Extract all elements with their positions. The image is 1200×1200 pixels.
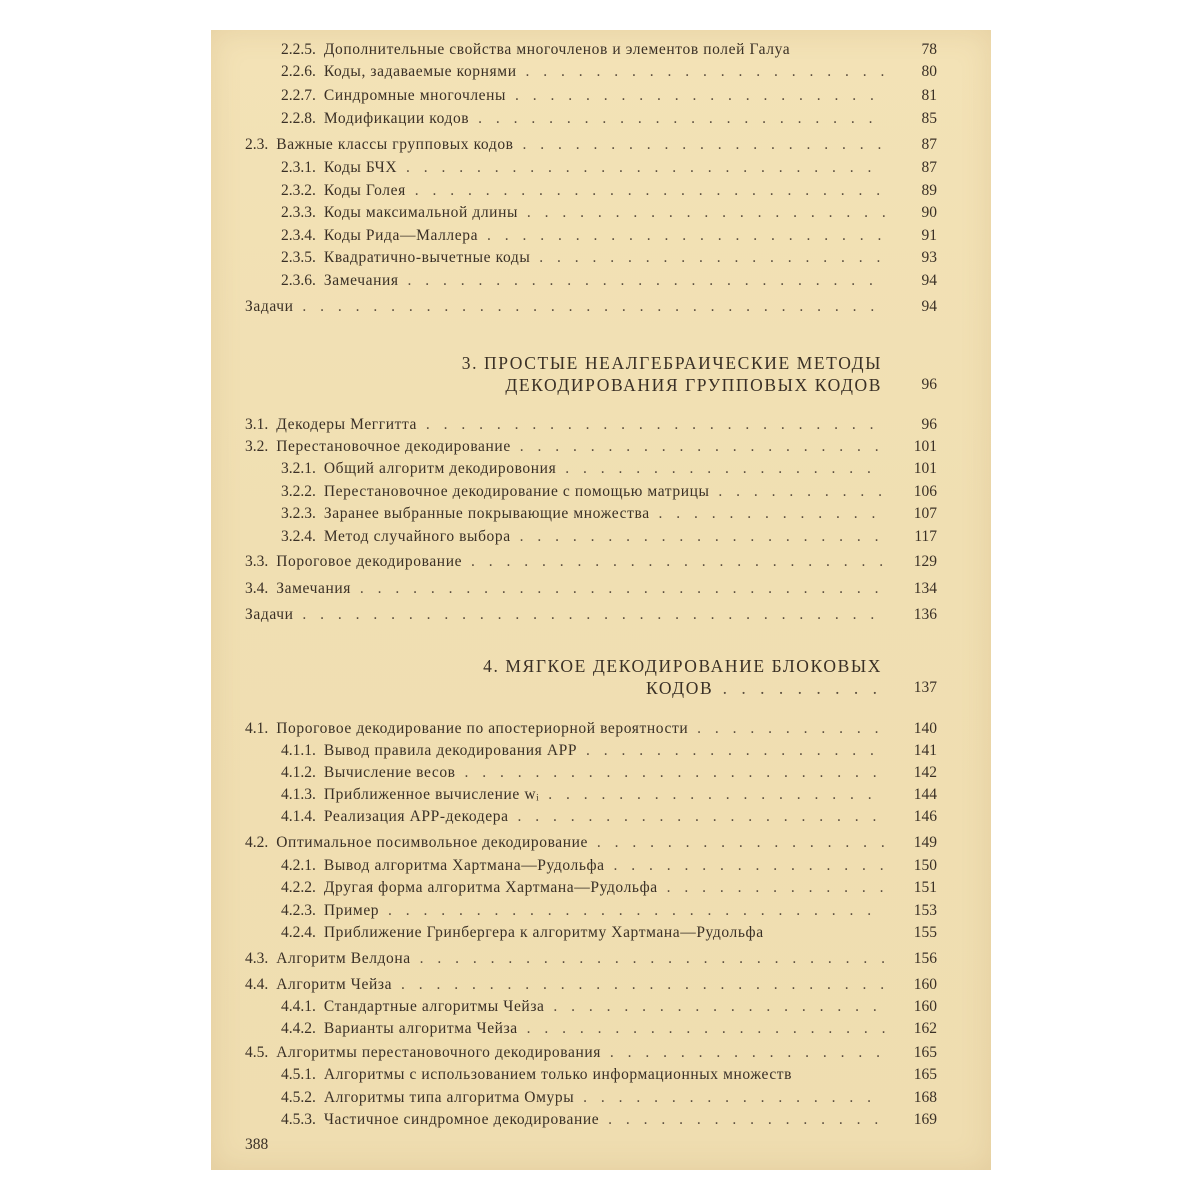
entry-title: Приближенное вычисление wᵢ <box>323 786 540 803</box>
entry-number: 4.1.3. <box>281 786 316 803</box>
entry-number: 2.3.1. <box>281 159 316 176</box>
entry-title: Замечания <box>323 272 399 289</box>
entry-number: 3.1. <box>245 416 269 433</box>
toc-entry <box>245 740 937 762</box>
toc-entry <box>245 39 937 61</box>
toc-entry <box>245 948 937 970</box>
toc-entry <box>245 108 937 130</box>
toc-entry <box>245 832 937 854</box>
entry-page: 91 <box>921 227 937 244</box>
toc-entry <box>245 784 937 806</box>
entry-page: 89 <box>921 182 937 199</box>
toc-entry <box>245 1018 937 1040</box>
entry-title: Задачи <box>245 298 294 315</box>
entry-number: 3.3. <box>245 553 269 570</box>
entry-number: 4.2.2. <box>281 879 316 896</box>
entry-title: Оптимальное посимвольное декодирование <box>276 834 589 851</box>
entry-page: 93 <box>921 249 937 266</box>
entry-number: 2.3.3. <box>281 204 316 221</box>
entry-page: 151 <box>913 879 937 896</box>
toc-entry <box>245 202 937 224</box>
entry-title: Алгоритм Чейза <box>276 976 393 993</box>
toc-entry <box>245 157 937 179</box>
entry-page: 165 <box>913 1044 937 1061</box>
entry-page: 81 <box>921 87 937 104</box>
entry-page: 169 <box>913 1111 937 1128</box>
entry-title: Метод случайного выбора <box>323 528 511 545</box>
entry-page: 101 <box>913 460 937 477</box>
entry-number: 3.2.3. <box>281 505 316 522</box>
toc-entry <box>245 180 937 202</box>
entry-number: 2.3.6. <box>281 272 316 289</box>
entry-page: 160 <box>913 998 937 1015</box>
entry-number: 4.5.3. <box>281 1111 316 1128</box>
entry-page: 168 <box>913 1089 937 1106</box>
entry-page: 87 <box>921 136 937 153</box>
entry-title: Модификации кодов <box>323 110 470 127</box>
entry-page: 94 <box>921 272 937 289</box>
entry-page: 117 <box>914 528 937 545</box>
entry-title: Алгоритмы с использованием только информационных множеств <box>323 1066 793 1083</box>
entry-page: 94 <box>921 298 937 315</box>
entry-title: Вывод алгоритма Хартмана—Рудольфа <box>323 857 605 874</box>
entry-page: 136 <box>913 606 937 623</box>
entry-title: Пример <box>323 902 380 919</box>
entry-title: Приближение Гринбергера к алгоритму Хартмана—Рудольфа <box>323 924 764 941</box>
entry-title: Стандартные алгоритмы Чейза <box>323 998 545 1015</box>
entry-number: 4.1.2. <box>281 764 316 781</box>
entry-number: 4.5.2. <box>281 1089 316 1106</box>
toc-entry <box>245 855 937 877</box>
entry-page: 78 <box>921 41 937 58</box>
toc-entry <box>245 526 937 548</box>
page-number: 388 <box>245 1136 269 1153</box>
entry-number: 4.2.4. <box>281 924 316 941</box>
entry-page: 160 <box>913 976 937 993</box>
chapter-3-heading-line-2: ДЕКОДИРОВАНИЯ ГРУППОВЫХ КОДОВ 96 <box>505 375 937 395</box>
toc-entry <box>245 296 937 318</box>
entry-page: 134 <box>913 580 937 597</box>
entry-title: Синдромные многочлены <box>323 87 507 104</box>
entry-number: 2.3. <box>245 136 269 153</box>
entry-page: 149 <box>913 834 937 851</box>
toc-entry <box>245 225 937 247</box>
toc-entry <box>245 1064 937 1086</box>
entry-number: 4.4.2. <box>281 1020 316 1037</box>
entry-title: Коды Рида—Маллера <box>323 227 479 244</box>
toc-entry <box>245 877 937 899</box>
entry-page: 80 <box>921 63 937 80</box>
chapter-4-heading-line-1: 4. МЯГКОЕ ДЕКОДИРОВАНИЕ БЛОКОВЫХ <box>483 656 882 676</box>
entry-title: Важные классы групповых кодов <box>276 136 514 153</box>
entry-number: 4.5. <box>245 1044 269 1061</box>
entry-page: 142 <box>913 764 937 781</box>
entry-title: Коды Голея <box>323 182 406 199</box>
entry-number: 4.1.4. <box>281 808 316 825</box>
entry-page: 140 <box>913 720 937 737</box>
entry-title: Другая форма алгоритма Хартмана—Рудольфа <box>323 879 658 896</box>
toc-entry <box>245 61 937 83</box>
toc-entry <box>245 458 937 480</box>
toc-entry <box>245 134 937 156</box>
entry-title: Алгоритмы типа алгоритма Омуры <box>323 1089 575 1106</box>
entry-page: 141 <box>913 742 937 759</box>
toc-entry <box>245 974 937 996</box>
entry-title: Пороговое декодирование <box>276 553 463 570</box>
toc-entry <box>245 1087 937 1109</box>
toc-entry <box>245 922 937 944</box>
entry-title: Коды максимальной длины <box>323 204 518 221</box>
chapter-3-heading-line-1: 3. ПРОСТЫЕ НЕАЛГЕБРАИЧЕСКИЕ МЕТОДЫ <box>461 353 882 373</box>
toc-entry <box>245 270 937 292</box>
entry-page: 96 <box>921 416 937 433</box>
entry-number: 4.1.1. <box>281 742 316 759</box>
entry-page: 162 <box>913 1020 937 1037</box>
entry-title: Алгоритм Велдона <box>276 950 411 967</box>
entry-page: 129 <box>913 553 937 570</box>
entry-title: Коды, задаваемые корнями <box>323 63 517 80</box>
toc-entry <box>245 806 937 828</box>
entry-title: Замечания <box>276 580 351 597</box>
entry-number: 4.4. <box>245 976 269 993</box>
entry-number: 3.2. <box>245 438 269 455</box>
entry-number: 2.2.6. <box>281 63 316 80</box>
entry-title: Частичное синдромное декодирование <box>323 1111 600 1128</box>
entry-page: 87 <box>921 159 937 176</box>
entry-page: 101 <box>913 438 937 455</box>
entry-page: 107 <box>913 505 937 522</box>
toc-entry <box>245 578 937 600</box>
entry-number: 2.2.5. <box>281 41 316 58</box>
entry-number: 4.4.1. <box>281 998 316 1015</box>
entry-page: 156 <box>913 950 937 967</box>
entry-title: Вывод правила декодирования APP <box>323 742 578 759</box>
entry-number: 4.2.3. <box>281 902 316 919</box>
entry-title: Перестановочное декодирование с помощью матрицы <box>323 483 710 500</box>
toc-entry <box>245 604 937 626</box>
entry-page: 146 <box>913 808 937 825</box>
toc-entry <box>245 414 937 436</box>
entry-title: Алгоритмы перестановочного декодирования <box>276 1044 601 1061</box>
toc-entry <box>245 503 937 525</box>
entry-title: Заранее выбранные покрывающие множества <box>323 505 650 522</box>
entry-number: 4.2. <box>245 834 269 851</box>
entry-title: Перестановочное декодирование <box>276 438 511 455</box>
entry-number: 2.3.4. <box>281 227 316 244</box>
entry-page: 144 <box>913 786 937 803</box>
entry-page: 155 <box>913 924 937 941</box>
toc-entry <box>245 762 937 784</box>
entry-number: 3.2.4. <box>281 528 316 545</box>
entry-number: 4.5.1. <box>281 1066 316 1083</box>
entry-number: 3.4. <box>245 580 269 597</box>
toc-entry <box>245 718 937 740</box>
entry-number: 2.2.7. <box>281 87 316 104</box>
toc-entry <box>245 481 937 503</box>
entry-number: 2.3.5. <box>281 249 316 266</box>
chapter-3-page: 96 <box>921 376 937 393</box>
entry-title: Реализация APP-декодера <box>323 808 509 825</box>
toc-entry <box>245 1109 937 1131</box>
entry-number: 4.3. <box>245 950 269 967</box>
entry-number: 3.2.2. <box>281 483 316 500</box>
toc-entry <box>245 551 937 573</box>
chapter-4-heading-line-2: КОДОВ . . . . . . . . . 137 <box>645 678 937 698</box>
entry-title: Дополнительные свойства многочленов и элементов полей Галуа <box>323 41 791 58</box>
entry-title: Коды БЧХ <box>323 159 398 176</box>
entry-page: 85 <box>921 110 937 127</box>
entry-number: 3.2.1. <box>281 460 316 477</box>
toc-entry <box>245 85 937 107</box>
entry-title: Вычисление весов <box>323 764 456 781</box>
entry-number: 4.2.1. <box>281 857 316 874</box>
entry-title: Задачи <box>245 606 294 623</box>
toc-entry <box>245 996 937 1018</box>
toc-entry <box>245 436 937 458</box>
entry-number: 4.1. <box>245 720 269 737</box>
entry-number: 2.2.8. <box>281 110 316 127</box>
toc-entry <box>245 1042 937 1064</box>
entry-page: 165 <box>913 1066 937 1083</box>
entry-title: Пороговое декодирование по апостериорной вероятности <box>276 720 689 737</box>
entry-page: 106 <box>913 483 937 500</box>
entry-page: 150 <box>913 857 937 874</box>
chapter-4-page: 137 <box>913 679 937 696</box>
entry-page: 90 <box>921 204 937 221</box>
toc-entry <box>245 900 937 922</box>
entry-title: Общий алгоритм декодировония <box>323 460 557 477</box>
toc-entry <box>245 247 937 269</box>
entry-title: Квадратично-вычетные коды <box>323 249 531 266</box>
entry-page: 153 <box>913 902 937 919</box>
entry-number: 2.3.2. <box>281 182 316 199</box>
entry-title: Декодеры Меггитта <box>276 416 418 433</box>
entry-title: Варианты алгоритма Чейза <box>323 1020 518 1037</box>
